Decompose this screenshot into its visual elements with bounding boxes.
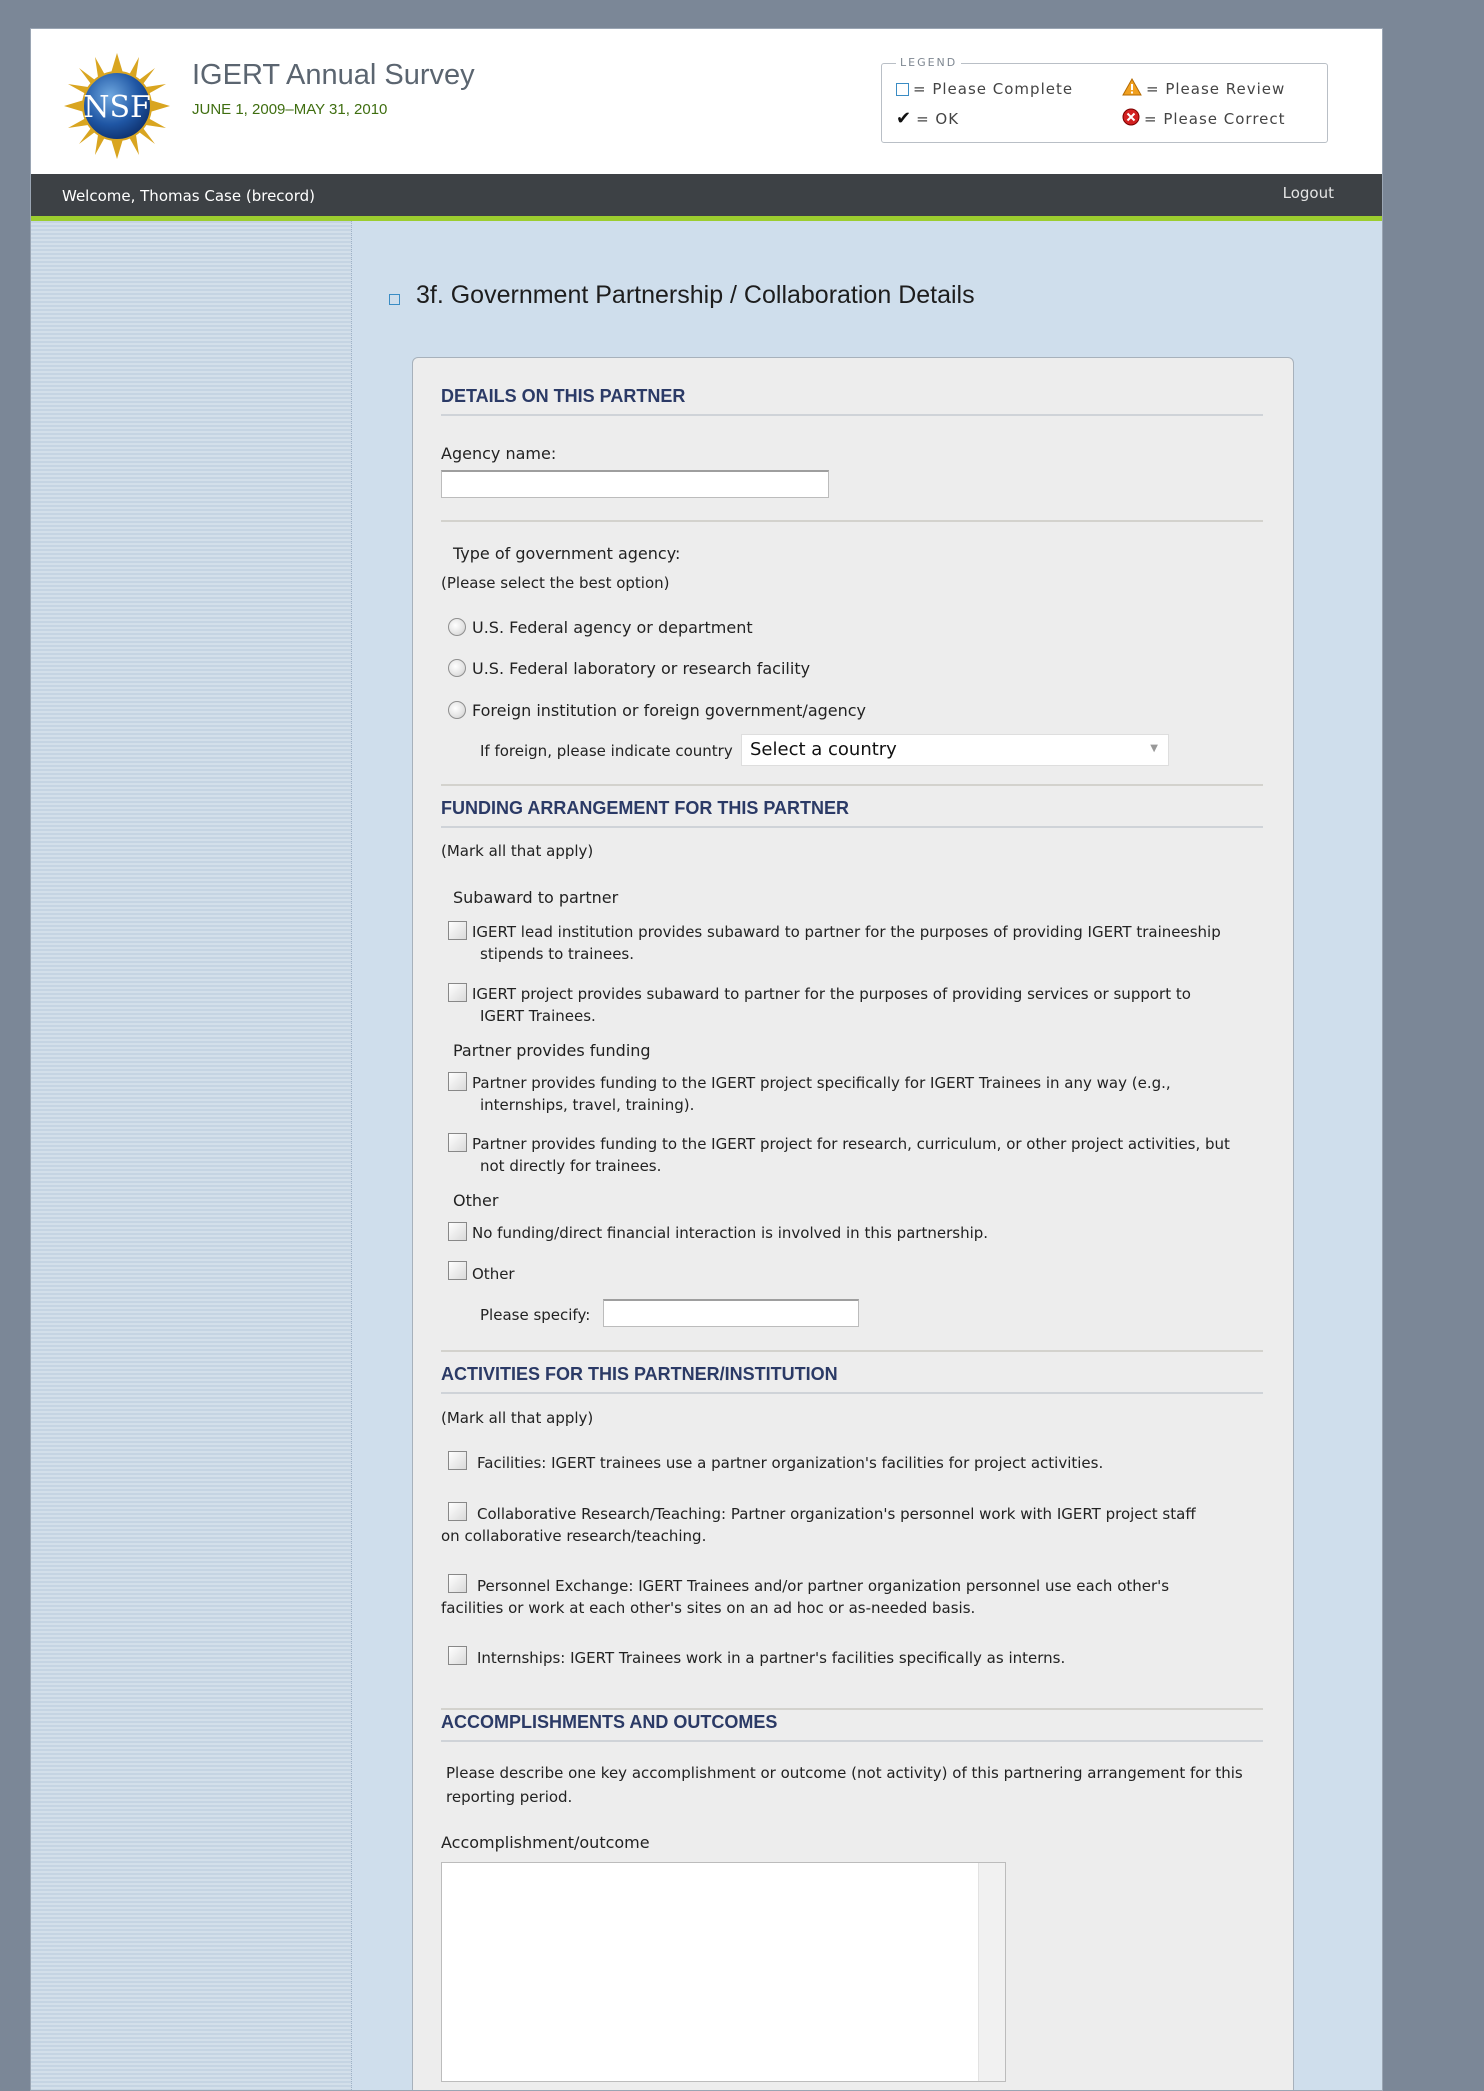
legend xyxy=(881,56,1328,143)
accomplishments-description: Please describe one key accomplishment or outcome (not activity) of this partnering arrangement for this reporting period. xyxy=(446,1764,1243,1806)
details-heading: DETAILS ON THIS PARTNER xyxy=(441,386,1263,416)
subaward-services-label: IGERT project provides subaward to partner for the purposes of providing services or support to IGERT Trainees. xyxy=(472,985,1191,1025)
error-icon xyxy=(1122,108,1140,130)
header xyxy=(31,29,1382,174)
logo-text: NSF xyxy=(83,90,151,125)
checkbox-subaward-stipends[interactable] xyxy=(448,921,467,940)
checkbox-other[interactable] xyxy=(448,1261,467,1280)
country-select[interactable]: Select a country ▼ xyxy=(741,734,1169,766)
legend-ok: ✔ = OK xyxy=(896,108,960,129)
radio-federal-agency[interactable] xyxy=(448,618,466,636)
partner-funds-project-label: Partner provides funding to the IGERT project for research, curriculum, or other project activities, but not directly for trainees. xyxy=(472,1135,1230,1175)
activities-heading: ACTIVITIES FOR THIS PARTNER/INSTITUTION xyxy=(441,1364,1263,1394)
other-option-label: Other xyxy=(472,1265,515,1283)
chevron-down-icon: ▼ xyxy=(1150,743,1158,754)
legend-please-review: = Please Review xyxy=(1122,78,1285,100)
collaborative-research-label: Collaborative Research/Teaching: Partner organization's personnel work with IGERT project staff on collaborative research/teaching. xyxy=(441,1505,1196,1545)
partner-funding-label: Partner provides funding xyxy=(453,1041,651,1060)
warning-icon xyxy=(1122,78,1142,100)
accomplishment-label: Accomplishment/outcome xyxy=(441,1833,650,1852)
main-content xyxy=(352,221,1382,2090)
divider xyxy=(441,1708,1263,1710)
textarea-scrollbar[interactable] xyxy=(978,1863,1005,2081)
please-specify-label: Please specify: xyxy=(480,1306,591,1324)
empty-box-icon xyxy=(896,83,909,96)
divider xyxy=(441,1350,1263,1352)
subaward-stipends-label: IGERT lead institution provides subaward to partner for the purposes of providing IGERT traineeship stipends to trainees. xyxy=(472,923,1221,963)
nsf-logo xyxy=(62,51,172,161)
agency-name-input[interactable] xyxy=(441,470,829,498)
checkbox-partner-funds-trainees[interactable] xyxy=(448,1072,467,1091)
agency-type-label: Type of government agency: xyxy=(453,544,681,563)
survey-page xyxy=(30,28,1383,2091)
no-funding-label: No funding/direct financial interaction is involved in this partnership. xyxy=(472,1224,989,1242)
activities-hint: (Mark all that apply) xyxy=(441,1409,594,1427)
agency-name-label: Agency name: xyxy=(441,444,557,463)
page-title: 3f. Government Partnership / Collaboration Details xyxy=(389,281,975,310)
checkmark-icon: ✔ xyxy=(896,108,913,129)
accomplishments-heading: ACCOMPLISHMENTS AND OUTCOMES xyxy=(441,1712,1263,1742)
app-title: IGERT Annual Survey xyxy=(192,59,475,91)
other-group-label: Other xyxy=(453,1191,499,1210)
country-label: If foreign, please indicate country xyxy=(480,742,733,760)
funding-heading: FUNDING ARRANGEMENT FOR THIS PARTNER xyxy=(441,798,1263,828)
radio-federal-lab[interactable] xyxy=(448,659,466,677)
facilities-label: Facilities: IGERT trainees use a partner organization's facilities for project activities. xyxy=(477,1454,1104,1472)
welcome-text: Welcome, Thomas Case (brecord) xyxy=(62,187,316,205)
option-federal-lab-label: U.S. Federal laboratory or research facility xyxy=(472,659,811,678)
checkbox-subaward-services[interactable] xyxy=(448,983,467,1002)
divider xyxy=(441,784,1263,786)
personnel-exchange-label: Personnel Exchange: IGERT Trainees and/or partner organization personnel use each other's facilities or work at each other's sites on an ad hoc or as-needed basis. xyxy=(441,1577,1170,1617)
internships-label: Internships: IGERT Trainees work in a partner's facilities specifically as interns. xyxy=(477,1649,1066,1667)
please-specify-input[interactable] xyxy=(603,1299,859,1327)
form-panel xyxy=(412,357,1294,2091)
welcome-bar xyxy=(31,174,1382,221)
legend-title: LEGEND xyxy=(896,56,961,69)
checkbox-facilities[interactable] xyxy=(448,1451,467,1470)
accomplishment-textarea[interactable] xyxy=(441,1862,1006,2082)
subaward-label: Subaward to partner xyxy=(453,888,619,907)
survey-dates: JUNE 1, 2009–MAY 31, 2010 xyxy=(192,101,388,118)
checkbox-internships[interactable] xyxy=(448,1646,467,1665)
legend-please-complete: = Please Complete xyxy=(896,80,1073,98)
checkbox-no-funding[interactable] xyxy=(448,1222,467,1241)
radio-foreign-institution[interactable] xyxy=(448,701,466,719)
divider xyxy=(441,520,1263,522)
logout-link[interactable]: Logout xyxy=(1282,184,1334,202)
partner-funds-trainees-label: Partner provides funding to the IGERT project specifically for IGERT Trainees in any way (e.g., internships, travel, training). xyxy=(472,1074,1171,1114)
checkbox-partner-funds-project[interactable] xyxy=(448,1133,467,1152)
status-complete-icon xyxy=(389,294,400,305)
sidebar xyxy=(31,221,352,2090)
option-federal-agency-label: U.S. Federal agency or department xyxy=(472,618,753,637)
funding-hint: (Mark all that apply) xyxy=(441,842,594,860)
option-foreign-label: Foreign institution or foreign government/agency xyxy=(472,701,867,720)
agency-type-hint: (Please select the best option) xyxy=(441,574,670,592)
legend-please-correct: = Please Correct xyxy=(1122,108,1286,130)
